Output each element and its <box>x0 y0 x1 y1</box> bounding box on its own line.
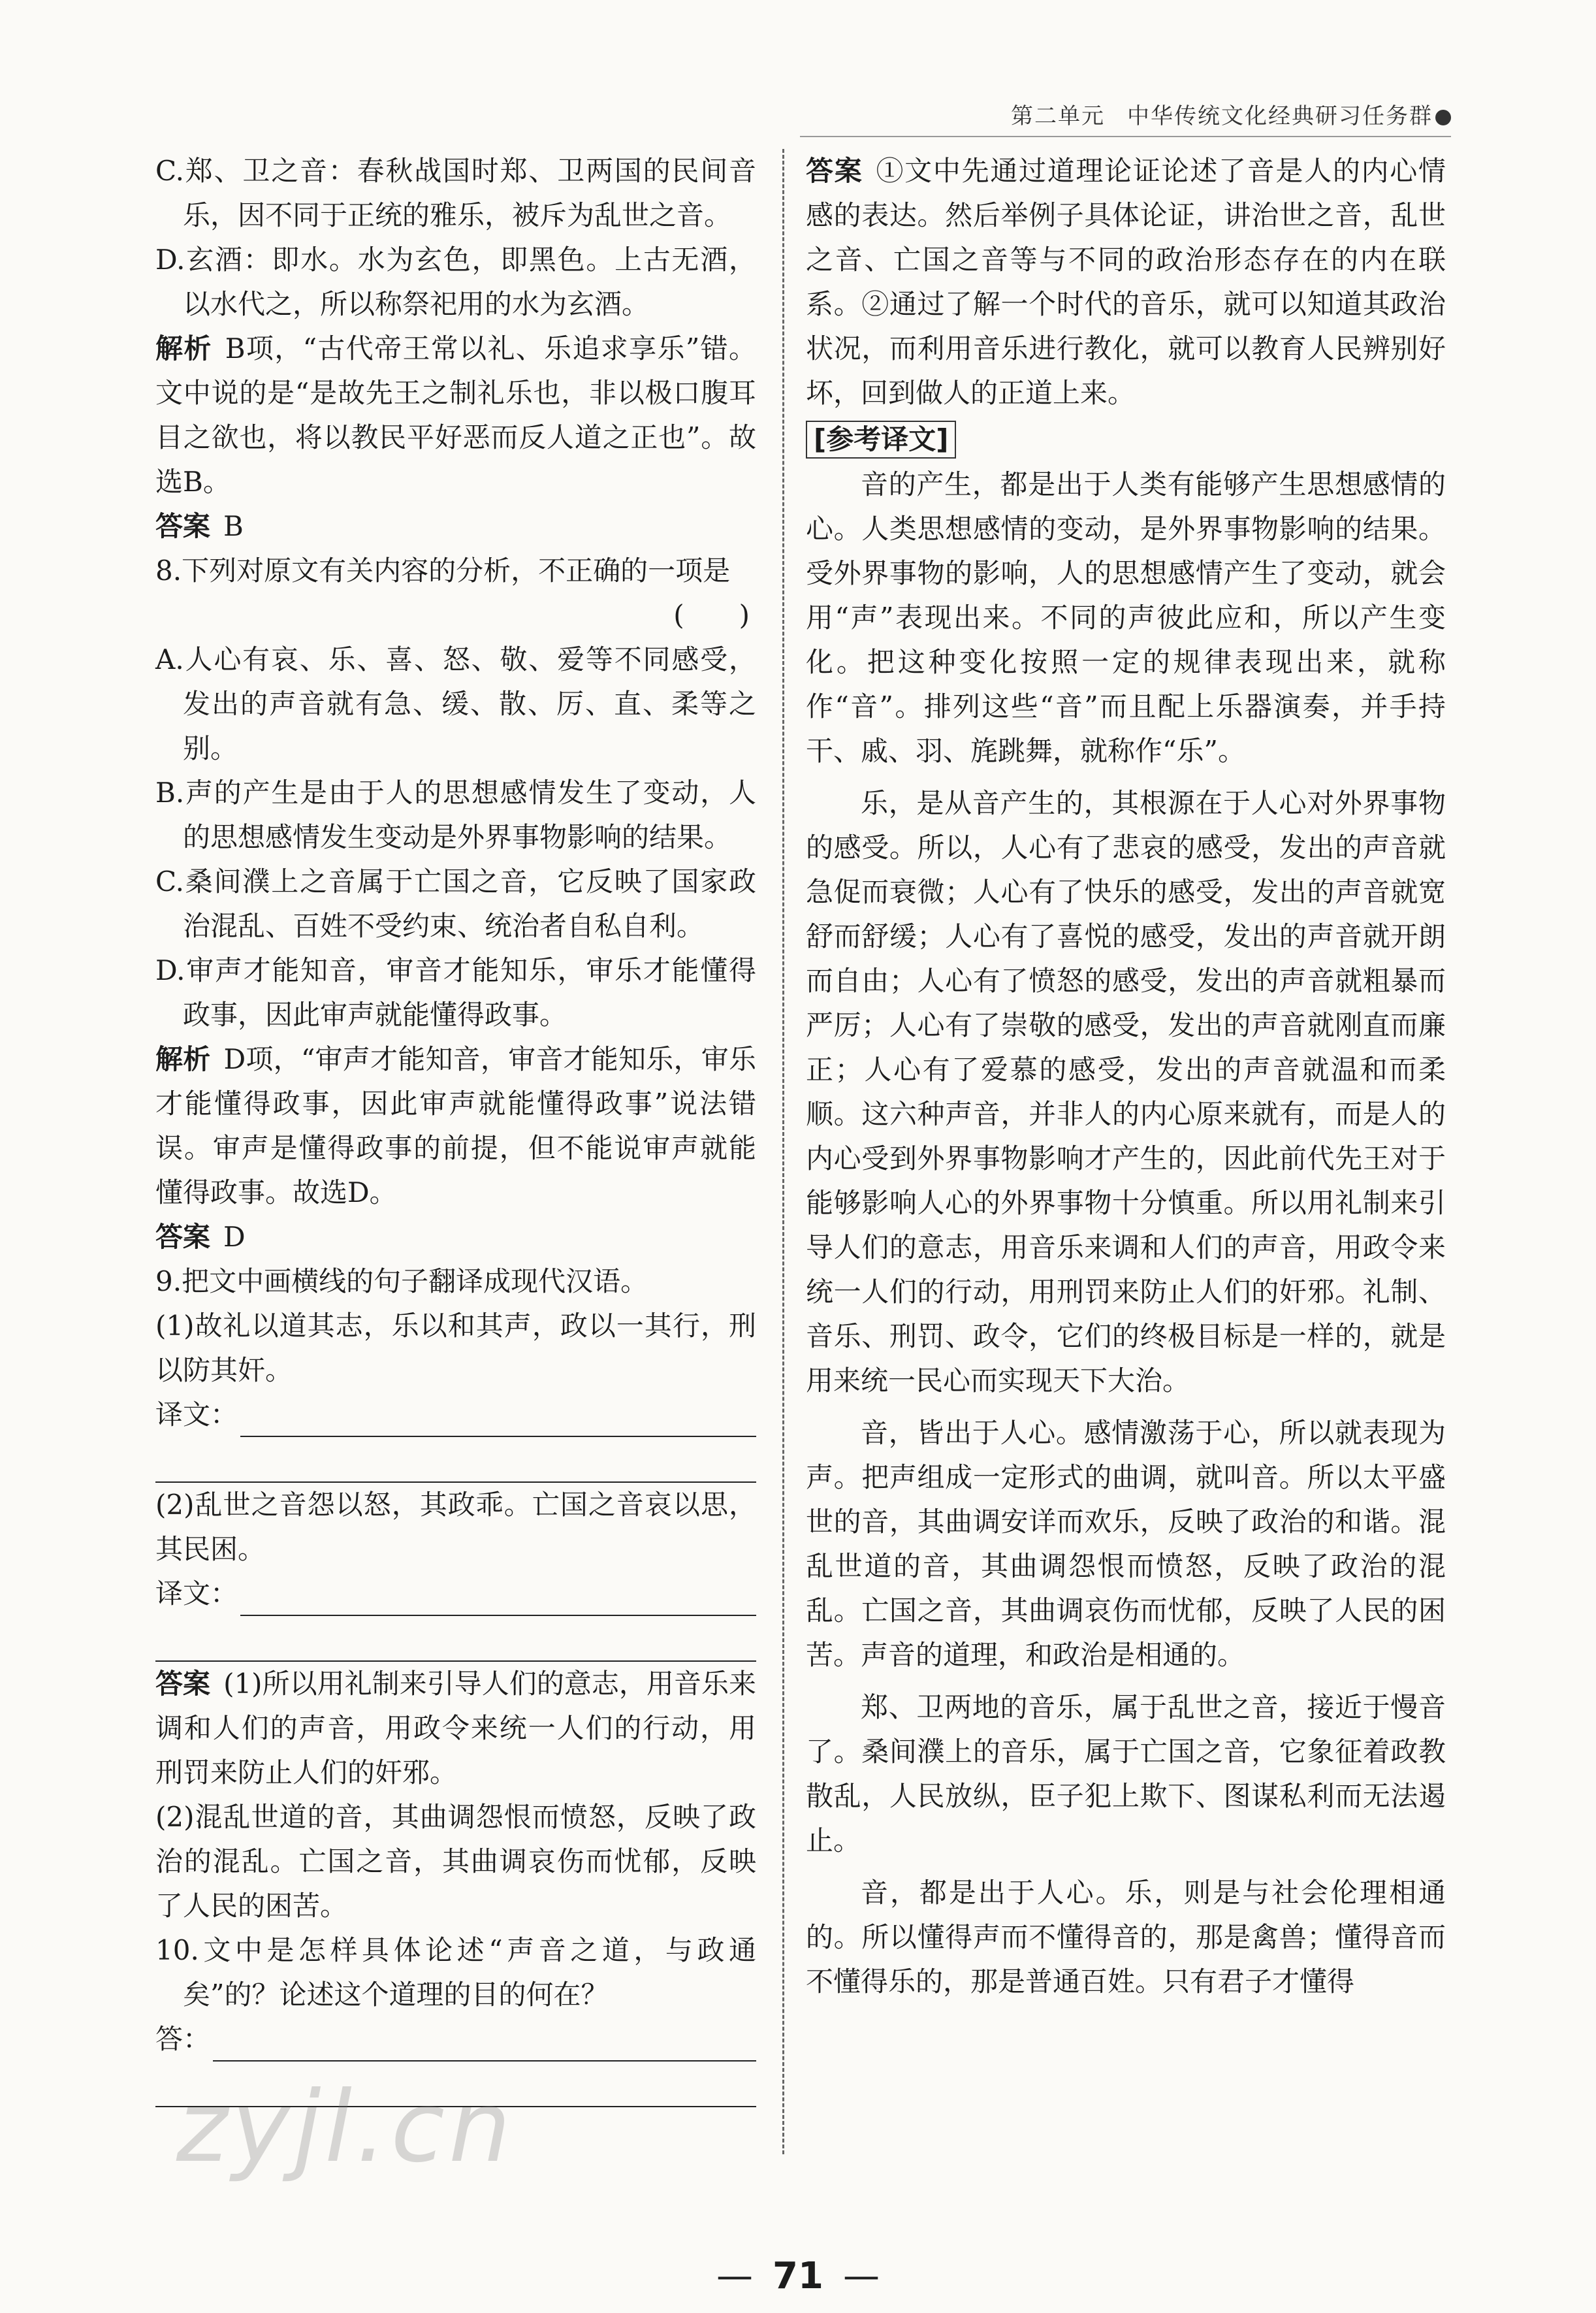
write-line[interactable] <box>155 1616 756 1662</box>
left-column <box>155 149 756 2107</box>
q7-answer <box>155 504 756 549</box>
translation-paragraph: 郑、卫两地的音乐，属于乱世之音，接近于慢音了。桑间濮上的音乐，属于亡国之音，它象征着政教散乱，人民放纵，臣子犯上欺下、图谋私利而无法遏止。 <box>806 1691 1446 1856</box>
bullet-icon <box>1435 110 1451 125</box>
answer-text: ①文中先通过道理论证论述了音是人的内心情感的表达。然后举例子具体论证，讲治世之音，乱世之音、亡国之音等与不同的政治形态存在的内在联系。②通过了解一个时代的音乐，就可以知道其政治状况，而利用音乐进行教化，就可以教育人民辨别好坏，回到做人的正道上来。 <box>806 155 1446 409</box>
unit-label: 第二单元 <box>1011 103 1105 129</box>
q9-stem: 9.把文中画横线的句子翻译成现代汉语。 <box>155 1265 648 1297</box>
analysis-label: 解析 <box>155 332 212 364</box>
q7-option-d: D.玄酒：即水。水为玄色，即黑色。上古无酒，以水代之，所以称祭祀用的水为玄酒。 <box>155 244 756 320</box>
page-number: — 71 — <box>716 2255 880 2297</box>
write-line[interactable] <box>155 1437 756 1483</box>
analysis-text: B项，“古代帝王常以礼、乐追求享乐”错。文中说的是“是故先王之制礼乐也，非以极口腹耳目之欲也，将以教民平好恶而反人道之正也”。故选B。 <box>155 332 756 498</box>
answer-text: D <box>223 1221 246 1253</box>
translation-paragraph: 乐，是从音产生的，其根源在于人心对外界事物的感受。所以，人心有了悲哀的感受，发出的声音就急促而衰微；人心有了快乐的感受，发出的声音就宽舒而舒缓；人心有了喜悦的感受，发出的声音就开朗而自由；人心有了愤怒的感受，发出的声音就粗暴而严厉；人心有了崇敬的感受，发出的声音就刚直而廉正；人心有了爱慕的感受，发出的声音就温和而柔顺。这六种声音，并非人的内心原来就有，而是人的内心受到外界事物影响才产生的，因此前代先王对于能够影响人心的外界事物十分慎重。所以用礼制来引导人们的意志，用音乐来调和人们的声音，用政令来统一人们的行动，用刑罚来防止人们的奸邪。礼制、音乐、刑罚、政令，它们的终极目标是一样的，就是用来统一民心而实现天下大治。 <box>806 787 1446 1397</box>
q9-sentence-2: (2)乱世之音怨以怒，其政乖。亡国之音哀以思，其民困。 <box>155 1489 756 1565</box>
q8-option-b: B.声的产生是由于人的思想感情发生了变动，人的思想感情发生变动是外界事物影响的结果。 <box>155 777 756 853</box>
q9-sentence-1: (1)故礼以道其志，乐以和其声，政以一其行，刑以防其奸。 <box>155 1310 756 1386</box>
translation-line-2[interactable] <box>155 1572 756 1616</box>
write-line[interactable] <box>240 1585 756 1616</box>
translation-paragraph: 音，都是出于人心。乐，则是与社会伦理相通的。所以懂得声而不懂得音的，那是禽兽；懂得音而不懂得乐的，那是普通百姓。只有君子才懂得 <box>806 1877 1446 1998</box>
q9-answer <box>155 1662 756 1795</box>
write-line[interactable] <box>213 2030 756 2062</box>
answer-text: B <box>223 510 244 542</box>
answer-label: 答案 <box>806 155 863 187</box>
q10-answer <box>806 149 1446 415</box>
translation-paragraph: 音，皆出于人心。感情激荡于心，所以就表现为声。把声组成一定形式的曲调，就叫音。所以太平盛世的音，其曲调安详而欢乐，反映了政治的和谐。混乱世道的音，其曲调怨恨而愤怒，反映了政治的混乱。亡国之音，其曲调哀伤而忧郁，反映了人民的困苦。声音的道理，和政治是相通的。 <box>806 1417 1446 1671</box>
answer-line-q10[interactable] <box>155 2017 756 2062</box>
write-line[interactable] <box>240 1406 756 1437</box>
q7-analysis <box>155 327 756 504</box>
analysis-text: D项，“审声才能知音，审音才能知乐，审乐才能懂得政事，因此审声就能懂得政事”说法错误。审声是懂得政事的前提，但不能说审声就能懂得政事。故选D。 <box>155 1043 756 1208</box>
q7-option-c: C.郑、卫之音：春秋战国时郑、卫两国的民间音乐，因不同于正统的雅乐，被斥为乱世之音。 <box>155 155 756 231</box>
q8-stem: 8.下列对原文有关内容的分析，不正确的一项是 <box>155 555 731 587</box>
q8-answer <box>155 1215 756 1259</box>
running-header <box>1011 98 1451 130</box>
translation-line-1[interactable] <box>155 1393 756 1437</box>
q8-analysis <box>155 1037 756 1215</box>
answer-label: 答案 <box>155 1668 211 1700</box>
q8-option-d: D.审声才能知音，审音才能知乐，审乐才能懂得政事，因此审声就能懂得政事。 <box>155 954 756 1031</box>
column-divider <box>782 149 784 2154</box>
watermark: zyjl.cn <box>176 2071 515 2184</box>
reference-translation-heading: [参考译文] <box>806 421 956 459</box>
page-number-value: 71 <box>773 2255 823 2297</box>
q10-stem: 10.文中是怎样具体论述“声音之道，与政通矣”的？论述这个道理的目的何在？ <box>155 1934 756 2011</box>
right-column <box>806 149 1446 2004</box>
analysis-label: 解析 <box>155 1043 211 1075</box>
answer-label: 答案 <box>155 510 211 542</box>
answer-text: (1)所以用礼制来引导人们的意志，用音乐来调和人们的声音，用政令来统一人们的行动，用刑罚来防止人们的奸邪。 <box>155 1668 756 1788</box>
answer-prompt: 答： <box>155 2023 211 2055</box>
answer-label: 答案 <box>155 1221 211 1253</box>
header-rule <box>800 136 1451 137</box>
q8-option-c: C.桑间濮上之音属于亡国之音，它反映了国家政治混乱、百姓不受约束、统治者自私自利。 <box>155 865 756 942</box>
translation-label: 译文： <box>155 1577 238 1609</box>
translation-label: 译文： <box>155 1399 238 1431</box>
q8-answer-paren: ( ) <box>673 599 750 631</box>
translation-paragraph: 音的产生，都是出于人类有能够产生思想感情的心。人类思想感情的变动，是外界事物影响的结果。受外界事物的影响，人的思想感情产生了变动，就会用“声”表现出来。不同的声彼此应和，所以产生变化。把这种变化按照一定的规律表现出来，就称作“音”。排列这些“音”而且配上乐器演奏，并手持干、戚、羽、旄跳舞，就称作“乐”。 <box>806 468 1446 767</box>
q9-answer-2: (2)混乱世道的音，其曲调怨恨而愤怒，反映了政治的混乱。亡国之音，其曲调哀伤而忧郁，反映了人民的困苦。 <box>155 1801 756 1922</box>
header-title: 中华传统文化经典研习任务群 <box>1127 103 1433 129</box>
q8-option-a: A.人心有哀、乐、喜、怒、敬、爱等不同感受，发出的声音就有急、缓、散、厉、直、柔等之别。 <box>155 643 756 764</box>
